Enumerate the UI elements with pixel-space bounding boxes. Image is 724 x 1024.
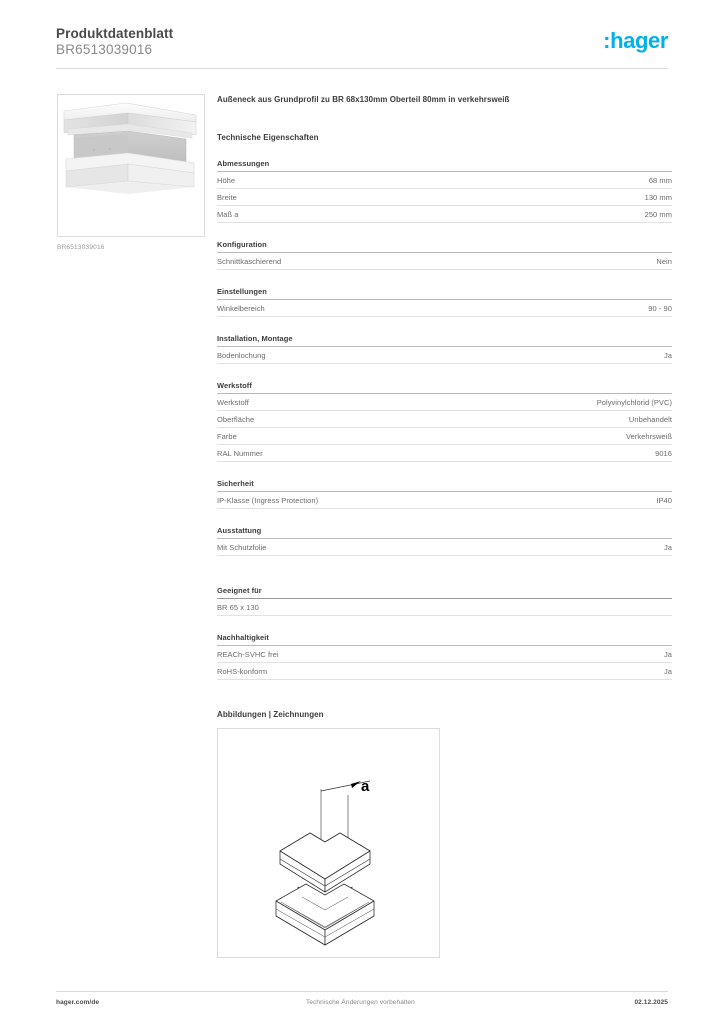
spec-group xyxy=(217,633,672,680)
spec-value: Ja xyxy=(663,350,672,360)
spec-label: REACh-SVHC frei xyxy=(217,649,279,659)
spec-group-title: Ausstattung xyxy=(217,526,672,539)
spec-row xyxy=(217,253,672,270)
spec-label: Oberfläche xyxy=(217,414,255,424)
spec-label: Höhe xyxy=(217,175,236,185)
dimension-label-a: a xyxy=(361,778,370,795)
header-divider xyxy=(56,68,668,69)
spec-value: Ja xyxy=(663,666,672,676)
spec-label: Maß a xyxy=(217,209,239,219)
drawings-heading: Abbildungen | Zeichnungen xyxy=(217,710,324,719)
spec-value: 130 mm xyxy=(644,192,672,202)
main-content xyxy=(217,94,672,958)
product-photo xyxy=(57,94,205,237)
page-title: Produktdatenblatt xyxy=(56,26,174,41)
spec-label: RAL Nummer xyxy=(217,448,263,458)
spec-group xyxy=(217,381,672,462)
specification-groups xyxy=(217,159,672,680)
page-footer xyxy=(56,999,668,1011)
spec-group xyxy=(217,586,672,616)
spec-row xyxy=(217,428,672,445)
spec-label: RoHS-konform xyxy=(217,666,268,676)
footer-website[interactable]: hager.com/de xyxy=(56,999,100,1006)
spec-row xyxy=(217,539,672,556)
spec-row xyxy=(217,206,672,223)
spec-label: Mit Schutzfolie xyxy=(217,542,267,552)
spec-value: IP40 xyxy=(656,495,672,505)
spec-value: 68 mm xyxy=(648,175,672,185)
spec-group-title: Installation, Montage xyxy=(217,334,672,347)
spec-value: Ja xyxy=(663,542,672,552)
spec-label: Winkelbereich xyxy=(217,303,265,313)
technical-drawing-image xyxy=(218,729,437,955)
spec-label: BR 65 x 130 xyxy=(217,602,259,612)
spec-value: 90 - 90 xyxy=(648,303,672,313)
footer-date: 02.12.2025 xyxy=(634,999,668,1006)
spec-group xyxy=(217,526,672,556)
spec-value: 9016 xyxy=(655,448,672,458)
spec-row xyxy=(217,646,672,663)
technical-drawing-box xyxy=(217,728,440,958)
spec-group-title: Sicherheit xyxy=(217,479,672,492)
spec-value: Nein xyxy=(656,256,672,266)
spec-label: Farbe xyxy=(217,431,237,441)
spec-value: Ja xyxy=(663,649,672,659)
spec-row xyxy=(217,599,672,616)
spec-label: Bodenlochung xyxy=(217,350,266,360)
product-photo-caption: BR6513039016 xyxy=(57,244,105,251)
spec-group xyxy=(217,287,672,317)
spec-row xyxy=(217,172,672,189)
spec-group-title: Werkstoff xyxy=(217,381,672,394)
spec-row xyxy=(217,445,672,462)
spec-row xyxy=(217,189,672,206)
spec-value: 250 mm xyxy=(644,209,672,219)
spec-group-title: Einstellungen xyxy=(217,287,672,300)
page-header xyxy=(56,26,668,70)
spec-group xyxy=(217,334,672,364)
spec-group-title: Konfiguration xyxy=(217,240,672,253)
spec-value: Polyvinylchlorid (PVC) xyxy=(596,397,672,407)
spec-group-title: Geeignet für xyxy=(217,586,672,599)
spec-group xyxy=(217,240,672,270)
footer-divider xyxy=(56,991,668,992)
group-spacer xyxy=(217,556,672,569)
hager-logo: :hager xyxy=(603,28,668,53)
spec-row xyxy=(217,411,672,428)
spec-label: IP-Klasse (Ingress Protection) xyxy=(217,495,319,505)
spec-group-title: Abmessungen xyxy=(217,159,672,172)
spec-group xyxy=(217,159,672,223)
spec-label: Schnittkaschierend xyxy=(217,256,282,266)
technical-properties-heading: Technische Eigenschaften xyxy=(217,133,319,142)
spec-label: Werkstoff xyxy=(217,397,249,407)
spec-row xyxy=(217,663,672,680)
spec-group-title: Nachhaltigkeit xyxy=(217,633,672,646)
spec-row xyxy=(217,394,672,411)
spec-value: Unbehandelt xyxy=(628,414,672,424)
spec-value: Verkehrsweiß xyxy=(625,431,672,441)
spec-label: Breite xyxy=(217,192,237,202)
spec-row xyxy=(217,300,672,317)
product-description: Außeneck aus Grundprofil zu BR 68x130mm Oberteil 80mm in verkehrsweiß xyxy=(217,95,510,104)
spec-row xyxy=(217,347,672,364)
spec-row xyxy=(217,492,672,509)
footer-disclaimer: Technische Änderungen vorbehalten xyxy=(306,999,415,1006)
spec-group xyxy=(217,479,672,509)
product-photo-image xyxy=(58,95,202,234)
article-number-text: BR6513039016 xyxy=(56,42,153,57)
